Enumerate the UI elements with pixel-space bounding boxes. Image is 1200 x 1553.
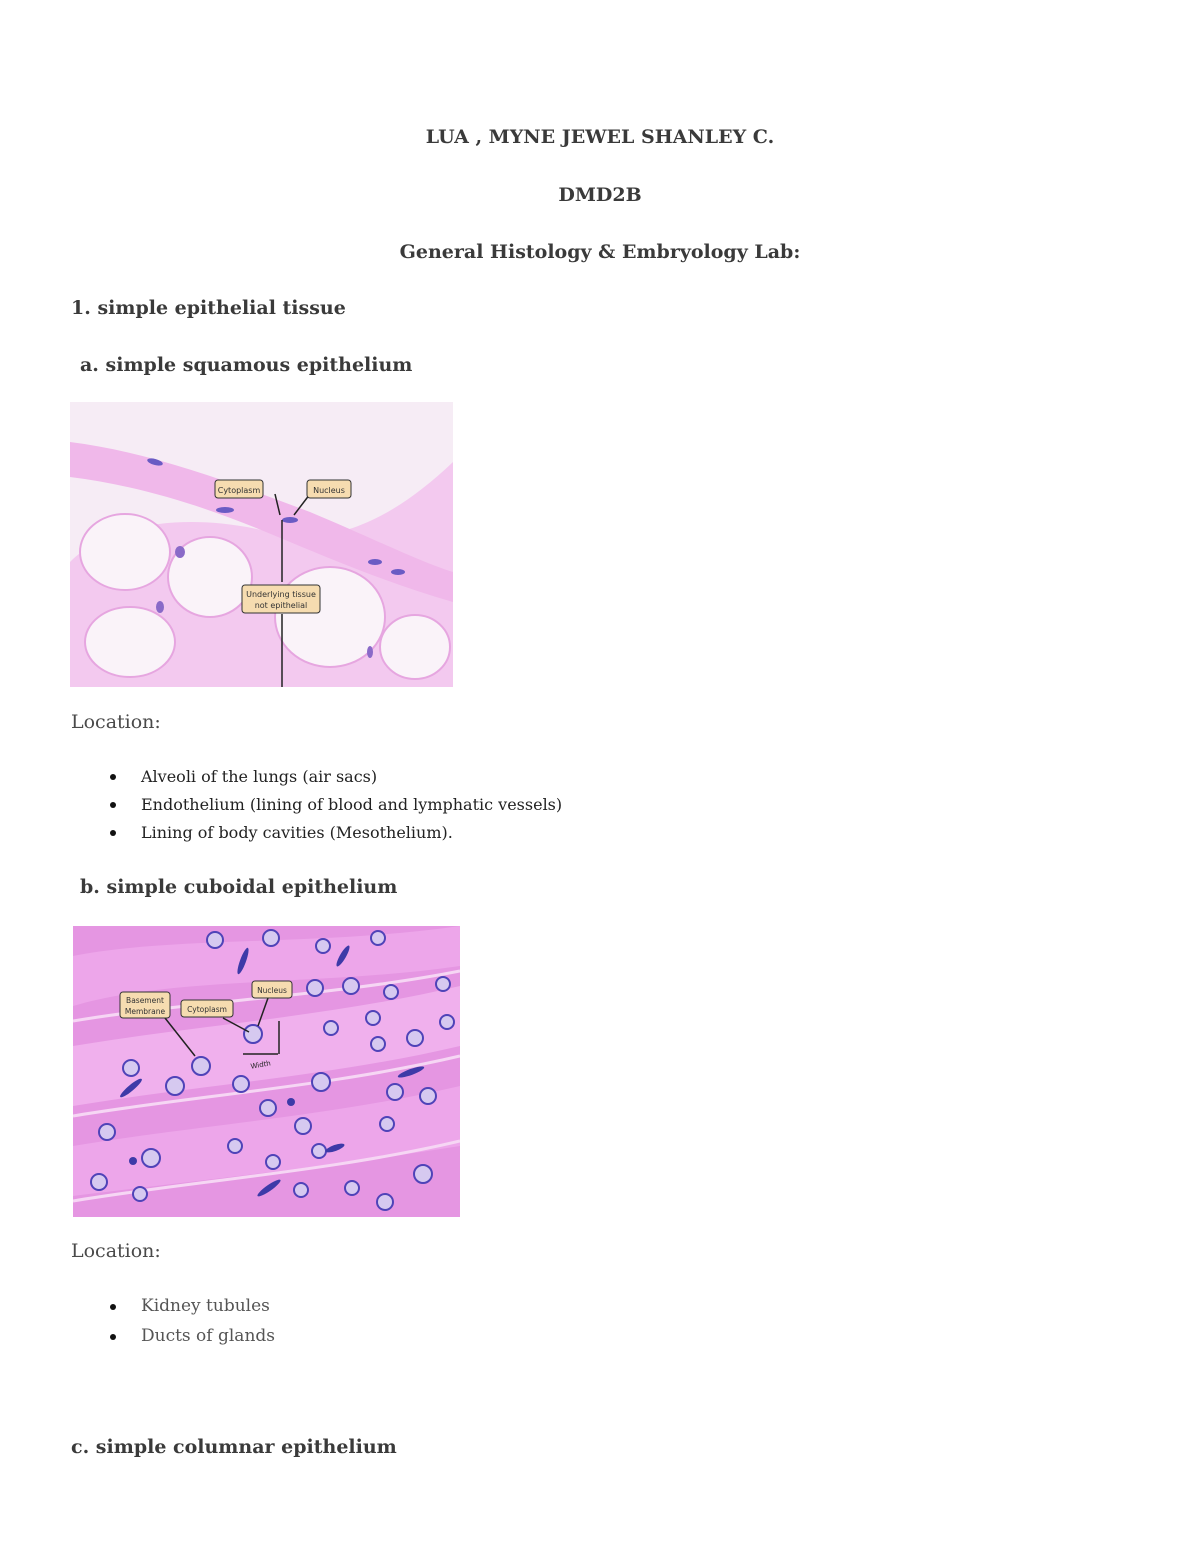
class-section: DMD2B — [558, 184, 642, 206]
squamous-micrograph — [70, 402, 453, 687]
label-width: Width — [249, 1059, 272, 1071]
list-item: Endothelium (lining of blood and lymphatic vessels) — [71, 791, 562, 819]
squamous-location-list — [71, 763, 562, 847]
columnar-heading: c. simple columnar epithelium — [71, 1436, 397, 1458]
course-title: General Histology & Embryology Lab: — [399, 241, 801, 263]
label-nucleus: Nucleus — [257, 986, 287, 995]
cuboidal-location-label: Location: — [71, 1240, 161, 1262]
label-cytoplasm: Cytoplasm — [187, 1005, 227, 1014]
label-underlying-2: not epithelial — [254, 601, 308, 610]
cuboidal-location-list — [71, 1291, 275, 1351]
student-name: LUA , MYNE JEWEL SHANLEY C. — [425, 126, 775, 148]
topic-title: 1. simple epithelial tissue — [71, 297, 346, 319]
list-item: Lining of body cavities (Mesothelium). — [71, 819, 562, 847]
label-nucleus: Nucleus — [313, 486, 345, 495]
list-item: Alveoli of the lungs (air sacs) — [71, 763, 562, 791]
cuboidal-micrograph — [73, 926, 460, 1217]
label-basement-2: Membrane — [124, 1007, 166, 1016]
squamous-location-label: Location: — [71, 711, 161, 733]
cuboidal-heading: b. simple cuboidal epithelium — [80, 876, 398, 898]
label-cytoplasm: Cytoplasm — [217, 486, 261, 495]
list-item: Ducts of glands — [71, 1321, 275, 1351]
label-underlying-1: Underlying tissue — [246, 590, 316, 599]
label-basement-1: Basement — [126, 996, 164, 1005]
squamous-heading: a. simple squamous epithelium — [80, 354, 413, 376]
list-item: Kidney tubules — [71, 1291, 275, 1321]
